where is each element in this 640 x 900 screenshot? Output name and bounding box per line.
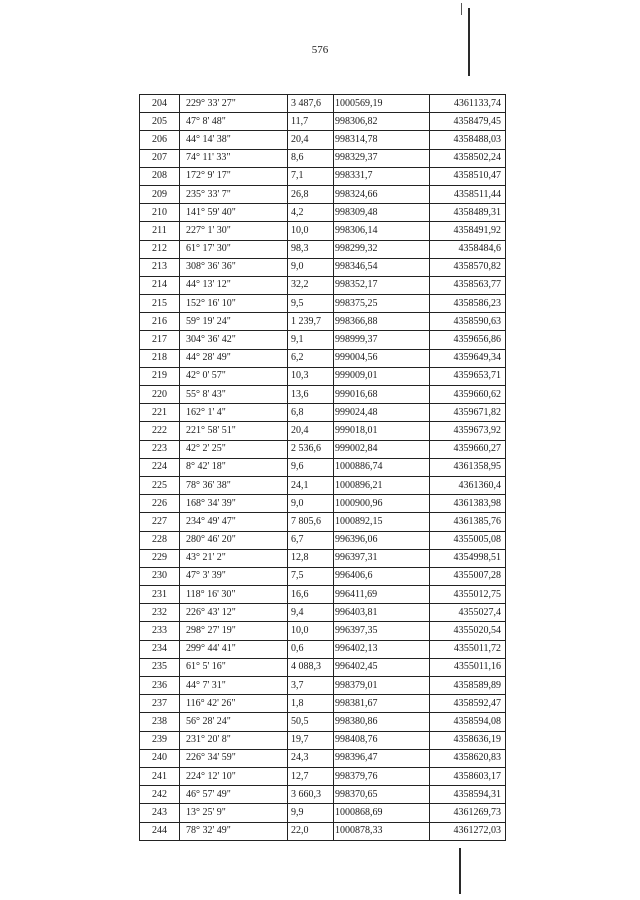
table-row — [140, 767, 506, 785]
point-number-cell: 212 — [140, 240, 180, 258]
table-row — [140, 731, 506, 749]
distance-cell: 11,7 — [288, 113, 334, 131]
distance-cell: 7,5 — [288, 567, 334, 585]
bearing-cell: 55° 8' 43" — [180, 386, 288, 404]
distance-cell: 9,0 — [288, 495, 334, 513]
table-row — [140, 95, 506, 113]
point-number-cell: 233 — [140, 622, 180, 640]
y-coordinate-cell: 4358592,47 — [430, 695, 506, 713]
point-number-cell: 213 — [140, 258, 180, 276]
y-coordinate-cell: 4359660,27 — [430, 440, 506, 458]
x-coordinate-cell: 1000886,74 — [334, 458, 430, 476]
point-number-cell: 216 — [140, 313, 180, 331]
x-coordinate-cell: 998381,67 — [334, 695, 430, 713]
bearing-cell: 299° 44' 41" — [180, 640, 288, 658]
y-coordinate-cell: 4359649,34 — [430, 349, 506, 367]
x-coordinate-cell: 1000900,96 — [334, 495, 430, 513]
y-coordinate-cell: 4358479,45 — [430, 113, 506, 131]
x-coordinate-cell: 998408,76 — [334, 731, 430, 749]
y-coordinate-cell: 4355027,4 — [430, 604, 506, 622]
bearing-cell: 61° 17' 30" — [180, 240, 288, 258]
distance-cell: 4,2 — [288, 204, 334, 222]
y-coordinate-cell: 4361133,74 — [430, 95, 506, 113]
y-coordinate-cell: 4358590,63 — [430, 313, 506, 331]
bearing-cell: 298° 27' 19" — [180, 622, 288, 640]
point-number-cell: 230 — [140, 567, 180, 585]
point-number-cell: 223 — [140, 440, 180, 458]
point-number-cell: 226 — [140, 495, 180, 513]
distance-cell: 32,2 — [288, 276, 334, 294]
bearing-cell: 42° 0' 57" — [180, 367, 288, 385]
point-number-cell: 231 — [140, 586, 180, 604]
point-number-cell: 232 — [140, 604, 180, 622]
y-coordinate-cell: 4358570,82 — [430, 258, 506, 276]
x-coordinate-cell: 998306,14 — [334, 222, 430, 240]
table-row — [140, 476, 506, 494]
point-number-cell: 206 — [140, 131, 180, 149]
y-coordinate-cell: 4355011,72 — [430, 640, 506, 658]
y-coordinate-cell: 4359673,92 — [430, 422, 506, 440]
y-coordinate-cell: 4359653,71 — [430, 367, 506, 385]
bearing-cell: 44° 7' 31" — [180, 677, 288, 695]
x-coordinate-cell: 998324,66 — [334, 185, 430, 203]
bearing-cell: 280° 46' 20" — [180, 531, 288, 549]
point-number-cell: 241 — [140, 767, 180, 785]
x-coordinate-cell: 996396,06 — [334, 531, 430, 549]
distance-cell: 10,0 — [288, 622, 334, 640]
x-coordinate-cell: 999024,48 — [334, 404, 430, 422]
table-row — [140, 622, 506, 640]
y-coordinate-cell: 4355012,75 — [430, 586, 506, 604]
bearing-cell: 43° 21' 2" — [180, 549, 288, 567]
point-number-cell: 225 — [140, 476, 180, 494]
x-coordinate-cell: 998999,37 — [334, 331, 430, 349]
y-coordinate-cell: 4358594,08 — [430, 713, 506, 731]
bearing-cell: 227° 1' 30" — [180, 222, 288, 240]
y-coordinate-cell: 4359671,82 — [430, 404, 506, 422]
x-coordinate-cell: 996397,35 — [334, 622, 430, 640]
table-row — [140, 331, 506, 349]
x-coordinate-cell: 1000892,15 — [334, 513, 430, 531]
y-coordinate-cell: 4358586,23 — [430, 295, 506, 313]
x-coordinate-cell: 996402,45 — [334, 658, 430, 676]
y-coordinate-cell: 4358484,6 — [430, 240, 506, 258]
point-number-cell: 218 — [140, 349, 180, 367]
point-number-cell: 235 — [140, 658, 180, 676]
table-row — [140, 677, 506, 695]
bearing-cell: 229° 33' 27" — [180, 95, 288, 113]
point-number-cell: 236 — [140, 677, 180, 695]
bearing-cell: 8° 42' 18" — [180, 458, 288, 476]
y-coordinate-cell: 4354998,51 — [430, 549, 506, 567]
distance-cell: 9,4 — [288, 604, 334, 622]
x-coordinate-cell: 999016,68 — [334, 386, 430, 404]
table-row — [140, 549, 506, 567]
distance-cell: 0,6 — [288, 640, 334, 658]
x-coordinate-cell: 998329,37 — [334, 149, 430, 167]
bearing-cell: 116° 42' 26" — [180, 695, 288, 713]
point-number-cell: 207 — [140, 149, 180, 167]
x-coordinate-cell: 1000878,33 — [334, 822, 430, 840]
bearing-cell: 78° 36' 38" — [180, 476, 288, 494]
point-number-cell: 222 — [140, 422, 180, 440]
x-coordinate-cell: 1000868,69 — [334, 804, 430, 822]
distance-cell: 12,8 — [288, 549, 334, 567]
table-row — [140, 222, 506, 240]
x-coordinate-cell: 1000896,21 — [334, 476, 430, 494]
bearing-cell: 172° 9' 17" — [180, 167, 288, 185]
table-row — [140, 422, 506, 440]
y-coordinate-cell: 4358488,03 — [430, 131, 506, 149]
distance-cell: 22,0 — [288, 822, 334, 840]
table-row — [140, 131, 506, 149]
y-coordinate-cell: 4358510,47 — [430, 167, 506, 185]
table-row — [140, 440, 506, 458]
table-row — [140, 495, 506, 513]
point-number-cell: 234 — [140, 640, 180, 658]
table-row — [140, 586, 506, 604]
table-row — [140, 404, 506, 422]
y-coordinate-cell: 4358489,31 — [430, 204, 506, 222]
x-coordinate-cell: 998375,25 — [334, 295, 430, 313]
x-coordinate-cell: 999002,84 — [334, 440, 430, 458]
point-number-cell: 205 — [140, 113, 180, 131]
point-number-cell: 221 — [140, 404, 180, 422]
table-row — [140, 604, 506, 622]
distance-cell: 9,6 — [288, 458, 334, 476]
point-number-cell: 243 — [140, 804, 180, 822]
distance-cell: 9,5 — [288, 295, 334, 313]
point-number-cell: 210 — [140, 204, 180, 222]
distance-cell: 7 805,6 — [288, 513, 334, 531]
distance-cell: 9,1 — [288, 331, 334, 349]
y-coordinate-cell: 4358563,77 — [430, 276, 506, 294]
distance-cell: 19,7 — [288, 731, 334, 749]
distance-cell: 6,7 — [288, 531, 334, 549]
coordinates-table-body — [140, 95, 506, 841]
distance-cell: 9,0 — [288, 258, 334, 276]
bearing-cell: 78° 32' 49" — [180, 822, 288, 840]
y-coordinate-cell: 4355020,54 — [430, 622, 506, 640]
x-coordinate-cell: 998352,17 — [334, 276, 430, 294]
distance-cell: 6,8 — [288, 404, 334, 422]
bearing-cell: 162° 1' 4" — [180, 404, 288, 422]
distance-cell: 9,9 — [288, 804, 334, 822]
distance-cell: 2 536,6 — [288, 440, 334, 458]
x-coordinate-cell: 998346,54 — [334, 258, 430, 276]
table-row — [140, 258, 506, 276]
point-number-cell: 204 — [140, 95, 180, 113]
x-coordinate-cell: 998370,65 — [334, 786, 430, 804]
y-coordinate-cell: 4361383,98 — [430, 495, 506, 513]
distance-cell: 26,8 — [288, 185, 334, 203]
y-coordinate-cell: 4361385,76 — [430, 513, 506, 531]
table-row — [140, 786, 506, 804]
distance-cell: 3,7 — [288, 677, 334, 695]
bearing-cell: 74° 11' 33" — [180, 149, 288, 167]
bearing-cell: 224° 12' 10" — [180, 767, 288, 785]
distance-cell: 20,4 — [288, 422, 334, 440]
table-row — [140, 695, 506, 713]
bearing-cell: 44° 13' 12" — [180, 276, 288, 294]
bearing-cell: 152° 16' 10" — [180, 295, 288, 313]
distance-cell: 10,3 — [288, 367, 334, 385]
bearing-cell: 47° 8' 48" — [180, 113, 288, 131]
y-coordinate-cell: 4355011,16 — [430, 658, 506, 676]
x-coordinate-cell: 996397,31 — [334, 549, 430, 567]
bearing-cell: 234° 49' 47" — [180, 513, 288, 531]
distance-cell: 12,7 — [288, 767, 334, 785]
point-number-cell: 208 — [140, 167, 180, 185]
x-coordinate-cell: 999004,56 — [334, 349, 430, 367]
bearing-cell: 46° 57' 49" — [180, 786, 288, 804]
x-coordinate-cell: 998396,47 — [334, 749, 430, 767]
bearing-cell: 59° 19' 24" — [180, 313, 288, 331]
point-number-cell: 228 — [140, 531, 180, 549]
table-row — [140, 276, 506, 294]
margin-line-bottom — [459, 848, 461, 894]
table-row — [140, 749, 506, 767]
y-coordinate-cell: 4361360,4 — [430, 476, 506, 494]
table-row — [140, 804, 506, 822]
table-row — [140, 513, 506, 531]
table-row — [140, 240, 506, 258]
x-coordinate-cell: 998306,82 — [334, 113, 430, 131]
x-coordinate-cell: 998331,7 — [334, 167, 430, 185]
y-coordinate-cell: 4358511,44 — [430, 185, 506, 203]
table-row — [140, 458, 506, 476]
distance-cell: 3 487,6 — [288, 95, 334, 113]
y-coordinate-cell: 4355005,08 — [430, 531, 506, 549]
y-coordinate-cell: 4358502,24 — [430, 149, 506, 167]
x-coordinate-cell: 996411,69 — [334, 586, 430, 604]
distance-cell: 98,3 — [288, 240, 334, 258]
x-coordinate-cell: 996402,13 — [334, 640, 430, 658]
x-coordinate-cell: 996406,6 — [334, 567, 430, 585]
distance-cell: 7,1 — [288, 167, 334, 185]
margin-mark — [461, 3, 462, 15]
bearing-cell: 235° 33' 7" — [180, 185, 288, 203]
point-number-cell: 211 — [140, 222, 180, 240]
x-coordinate-cell: 998314,78 — [334, 131, 430, 149]
bearing-cell: 221° 58' 51" — [180, 422, 288, 440]
bearing-cell: 44° 14' 38" — [180, 131, 288, 149]
x-coordinate-cell: 998366,88 — [334, 313, 430, 331]
table-row — [140, 167, 506, 185]
coordinates-table — [139, 94, 506, 841]
x-coordinate-cell: 998379,76 — [334, 767, 430, 785]
bearing-cell: 13° 25' 9" — [180, 804, 288, 822]
point-number-cell: 224 — [140, 458, 180, 476]
point-number-cell: 215 — [140, 295, 180, 313]
x-coordinate-cell: 996403,81 — [334, 604, 430, 622]
point-number-cell: 227 — [140, 513, 180, 531]
bearing-cell: 47° 3' 39" — [180, 567, 288, 585]
point-number-cell: 229 — [140, 549, 180, 567]
distance-cell: 24,3 — [288, 749, 334, 767]
y-coordinate-cell: 4358603,17 — [430, 767, 506, 785]
distance-cell: 13,6 — [288, 386, 334, 404]
x-coordinate-cell: 1000569,19 — [334, 95, 430, 113]
table-row — [140, 113, 506, 131]
y-coordinate-cell: 4358491,92 — [430, 222, 506, 240]
y-coordinate-cell: 4359656,86 — [430, 331, 506, 349]
distance-cell: 50,5 — [288, 713, 334, 731]
table-row — [140, 640, 506, 658]
table-row — [140, 822, 506, 840]
table-row — [140, 531, 506, 549]
distance-cell: 8,6 — [288, 149, 334, 167]
point-number-cell: 244 — [140, 822, 180, 840]
distance-cell: 24,1 — [288, 476, 334, 494]
x-coordinate-cell: 998380,86 — [334, 713, 430, 731]
y-coordinate-cell: 4358636,19 — [430, 731, 506, 749]
point-number-cell: 239 — [140, 731, 180, 749]
bearing-cell: 308° 36' 36" — [180, 258, 288, 276]
table-row — [140, 204, 506, 222]
table-row — [140, 185, 506, 203]
bearing-cell: 226° 34' 59" — [180, 749, 288, 767]
bearing-cell: 56° 28' 24" — [180, 713, 288, 731]
table-row — [140, 386, 506, 404]
x-coordinate-cell: 998379,01 — [334, 677, 430, 695]
point-number-cell: 220 — [140, 386, 180, 404]
x-coordinate-cell: 998299,32 — [334, 240, 430, 258]
point-number-cell: 217 — [140, 331, 180, 349]
bearing-cell: 44° 28' 49" — [180, 349, 288, 367]
bearing-cell: 118° 16' 30" — [180, 586, 288, 604]
distance-cell: 4 088,3 — [288, 658, 334, 676]
table-row — [140, 149, 506, 167]
y-coordinate-cell: 4358594,31 — [430, 786, 506, 804]
point-number-cell: 242 — [140, 786, 180, 804]
bearing-cell: 226° 43' 12" — [180, 604, 288, 622]
table-row — [140, 295, 506, 313]
distance-cell: 6,2 — [288, 349, 334, 367]
table-row — [140, 367, 506, 385]
x-coordinate-cell: 998309,48 — [334, 204, 430, 222]
x-coordinate-cell: 999018,01 — [334, 422, 430, 440]
distance-cell: 20,4 — [288, 131, 334, 149]
y-coordinate-cell: 4359660,62 — [430, 386, 506, 404]
bearing-cell: 61° 5' 16" — [180, 658, 288, 676]
distance-cell: 1,8 — [288, 695, 334, 713]
bearing-cell: 304° 36' 42" — [180, 331, 288, 349]
bearing-cell: 42° 2' 25" — [180, 440, 288, 458]
distance-cell: 16,6 — [288, 586, 334, 604]
y-coordinate-cell: 4355007,28 — [430, 567, 506, 585]
distance-cell: 1 239,7 — [288, 313, 334, 331]
table-row — [140, 567, 506, 585]
table-row — [140, 713, 506, 731]
point-number-cell: 214 — [140, 276, 180, 294]
page-number: 576 — [311, 44, 329, 56]
bearing-cell: 141° 59' 40" — [180, 204, 288, 222]
x-coordinate-cell: 999009,01 — [334, 367, 430, 385]
margin-line-top — [468, 8, 470, 76]
table-row — [140, 313, 506, 331]
y-coordinate-cell: 4358620,83 — [430, 749, 506, 767]
y-coordinate-cell: 4361269,73 — [430, 804, 506, 822]
y-coordinate-cell: 4361272,03 — [430, 822, 506, 840]
table-row — [140, 349, 506, 367]
bearing-cell: 231° 20' 8" — [180, 731, 288, 749]
y-coordinate-cell: 4358589,89 — [430, 677, 506, 695]
point-number-cell: 238 — [140, 713, 180, 731]
point-number-cell: 209 — [140, 185, 180, 203]
point-number-cell: 219 — [140, 367, 180, 385]
point-number-cell: 240 — [140, 749, 180, 767]
distance-cell: 3 660,3 — [288, 786, 334, 804]
point-number-cell: 237 — [140, 695, 180, 713]
table-row — [140, 658, 506, 676]
bearing-cell: 168° 34' 39" — [180, 495, 288, 513]
distance-cell: 10,0 — [288, 222, 334, 240]
y-coordinate-cell: 4361358,95 — [430, 458, 506, 476]
